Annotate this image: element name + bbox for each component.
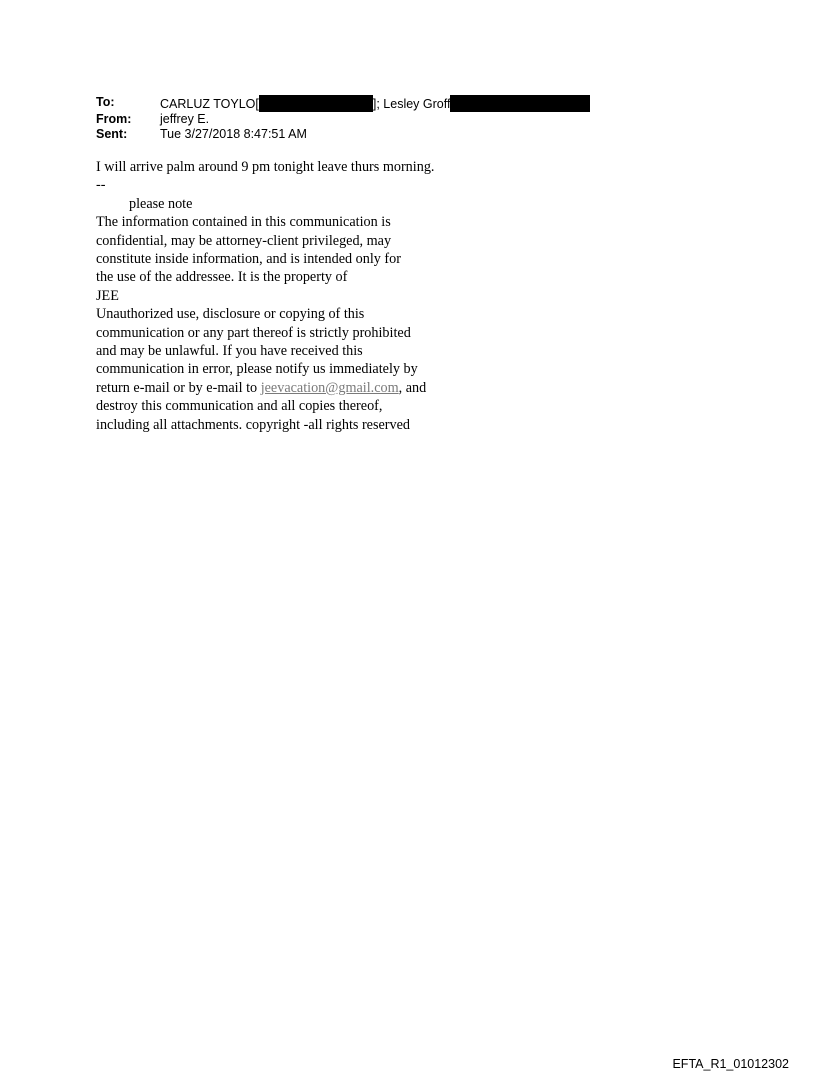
redaction-block — [450, 95, 590, 112]
to-row — [96, 95, 590, 112]
disclaimer-line: JEE — [96, 287, 119, 304]
closing-line: including all attachments. copyright -all rights reserved — [96, 416, 411, 433]
redaction-block — [259, 95, 373, 112]
closing-line: destroy this communication and all copies thereof, — [96, 398, 383, 415]
to-label: To: — [96, 95, 115, 109]
return-suffix: , and — [398, 379, 427, 396]
email-header — [96, 95, 590, 142]
signature-separator: -- — [96, 177, 106, 194]
to-value — [160, 95, 590, 112]
to-recipient-1: CARLUZ TOYLO[ — [160, 97, 259, 111]
disclaimer-line: The information contained in this communication is — [96, 214, 391, 231]
disclaimer-line: the use of the addressee. It is the property of — [96, 269, 348, 286]
sent-value: Tue 3/27/2018 8:47:51 AM — [160, 127, 307, 141]
disclaimer-line: Unauthorized use, disclosure or copying of this — [96, 306, 365, 323]
from-label: From: — [96, 112, 132, 126]
document-id: EFTA_R1_01012302 — [672, 1057, 789, 1071]
email-link[interactable]: jeevacation@gmail.com — [260, 379, 399, 396]
sent-label: Sent: — [96, 127, 128, 141]
disclaimer-line: confidential, may be attorney-client privileged, may — [96, 232, 392, 249]
to-recipient-2: ]; Lesley Groff — [372, 97, 451, 111]
disclaimer-line: communication or any part thereof is strictly prohibited — [96, 324, 411, 341]
from-value: jeffrey E. — [160, 112, 210, 126]
disclaimer-line: communication in error, please notify us immediately by — [96, 361, 418, 378]
disclaimer-line: and may be unlawful. If you have received this — [96, 343, 363, 360]
from-row — [96, 112, 590, 127]
email-body — [96, 158, 516, 434]
return-prefix: return e-mail or by e-mail to — [96, 379, 261, 396]
disclaimer-line: constitute inside information, and is intended only for — [96, 251, 401, 268]
message-text: I will arrive palm around 9 pm tonight leave thurs morning. — [96, 159, 435, 175]
disclaimer-line-with-email — [96, 379, 516, 397]
please-note: please note — [129, 195, 193, 212]
sent-row — [96, 127, 590, 142]
